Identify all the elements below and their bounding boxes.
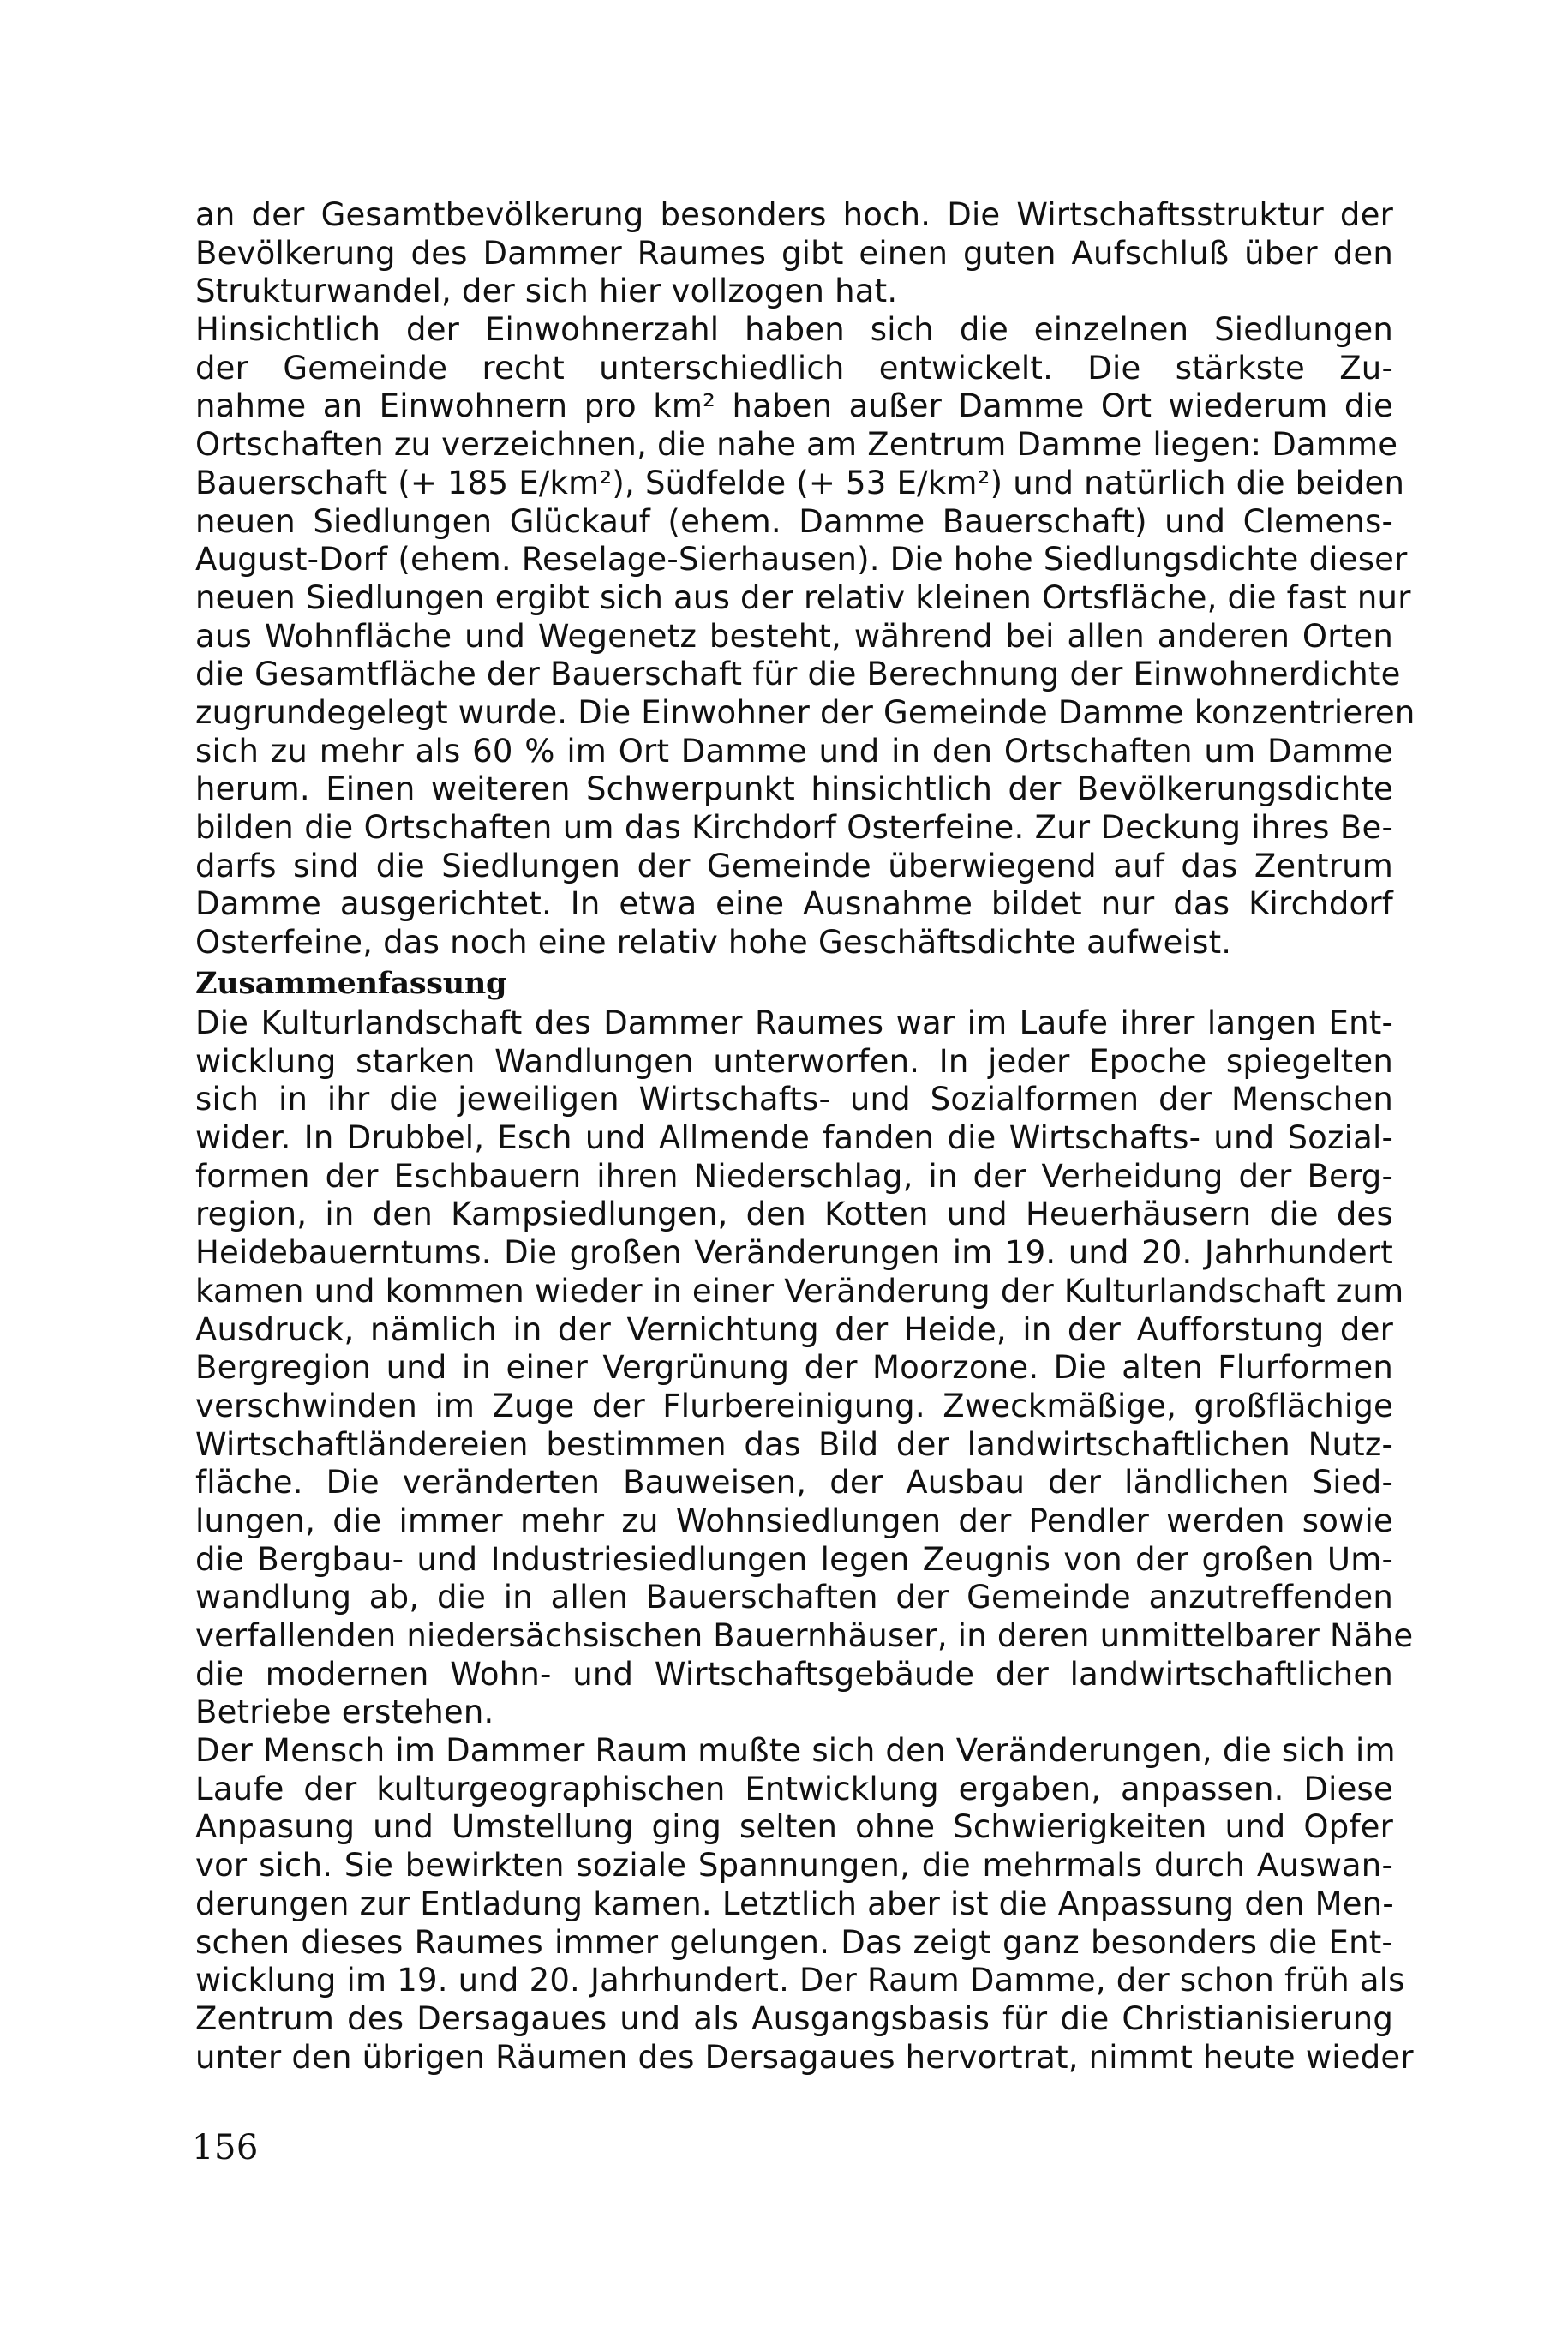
text-line: Hinsichtlich der Einwohnerzahl haben sich die einzelnen Siedlungen — [195, 311, 1393, 349]
text-line: August-Dorf (ehem. Reselage-Sierhausen). Die hohe Siedlungsdichte dieser — [195, 541, 1408, 579]
body-paragraph-population-structure — [195, 196, 1415, 962]
text-line: Ortschaften zu verzeichnen, die nahe am Zentrum Damme liegen: Damme — [195, 426, 1398, 464]
text-line: herum. Einen weiteren Schwerpunkt hinsichtlich der Bevölkerungsdichte — [195, 770, 1393, 808]
text-line: vor sich. Sie bewirkten soziale Spannungen, die mehrmals durch Auswan- — [195, 1847, 1393, 1885]
text-line: Bauerschaft (+ 185 E/km²), Südfelde (+ 53 E/km²) und natürlich die beiden — [195, 464, 1405, 501]
text-line: die Gesamtfläche der Bauerschaft für die Berechnung der Einwohnerdichte — [195, 656, 1401, 693]
text-line: schen dieses Raumes immer gelungen. Das zeigt ganz besonders die Ent- — [195, 1923, 1393, 1961]
text-line: Der Mensch im Dammer Raum mußte sich den Veränderungen, die sich im — [195, 1732, 1396, 1770]
text-line: lungen, die immer mehr zu Wohnsiedlungen der Pendler werden sowie — [195, 1502, 1393, 1539]
text-line: Heidebauerntums. Die großen Veränderungen im 19. und 20. Jahrhundert — [195, 1234, 1393, 1272]
text-line: darfs sind die Siedlungen der Gemeinde überwiegend auf das Zentrum — [195, 847, 1393, 884]
text-line: Bergregion und in einer Vergrünung der Moorzone. Die alten Flurformen — [195, 1349, 1393, 1387]
text-line: die Bergbau- und Industriesiedlungen legen Zeugnis von der großen Um- — [195, 1540, 1393, 1578]
body-paragraph-summary — [195, 1004, 1414, 2077]
text-line: an der Gesamtbevölkerung besonders hoch. Die Wirtschaftsstruktur der — [195, 196, 1393, 233]
text-line: sich in ihr die jeweiligen Wirtschafts- und Sozialformen der Menschen — [195, 1081, 1393, 1118]
text-line: Betriebe erstehen. — [195, 1694, 494, 1731]
text-line: bilden die Ortschaften um das Kirchdorf Osterfeine. Zur Deckung ihres Be- — [195, 809, 1393, 846]
text-line: der Gemeinde recht unterschiedlich entwickelt. Die stärkste Zu- — [195, 349, 1393, 387]
text-line: die modernen Wohn- und Wirtschaftsgebäude der landwirtschaftlichen — [195, 1655, 1393, 1693]
text-line: Zentrum des Dersagaues und als Ausgangsbasis für die Christianisierung — [195, 1999, 1393, 2037]
text-line: zugrundegelegt wurde. Die Einwohner der Gemeinde Damme konzentrieren — [195, 693, 1415, 731]
text-line: formen der Eschbauern ihren Niederschlag, in der Verheidung der Berg- — [195, 1157, 1393, 1195]
text-line: neuen Siedlungen Glückauf (ehem. Damme Bauerschaft) und Clemens- — [195, 502, 1393, 540]
text-line: Bevölkerung des Dammer Raumes gibt einen guten Aufschluß über den — [195, 234, 1393, 272]
text-line: region, in den Kampsiedlungen, den Kotten und Heuerhäusern die des — [195, 1196, 1393, 1233]
text-line: verschwinden im Zuge der Flurbereinigung. Zweckmäßige, großflächige — [195, 1387, 1393, 1424]
text-line: Ausdruck, nämlich in der Vernichtung der Heide, in der Aufforstung der — [195, 1310, 1393, 1348]
text-line: wandlung ab, die in allen Bauerschaften der Gemeinde anzutreffenden — [195, 1579, 1393, 1616]
text-line: wicklung starken Wandlungen unterworfen. In jeder Epoche spiegelten — [195, 1042, 1393, 1080]
text-line: aus Wohnfläche und Wegenetz besteht, während bei allen anderen Orten — [195, 617, 1393, 655]
text-line: Anpasung und Umstellung ging selten ohne Schwierigkeiten und Opfer — [195, 1808, 1393, 1846]
text-line: nahme an Einwohnern pro km² haben außer Damme Ort wiederum die — [195, 387, 1393, 425]
text-line: Wirtschaftländereien bestimmen das Bild der landwirtschaftlichen Nutz- — [195, 1425, 1393, 1463]
section-heading: Zusammenfassung — [195, 966, 507, 1001]
text-line: Die Kulturlandschaft des Dammer Raumes war im Laufe ihrer langen Ent- — [195, 1004, 1393, 1041]
text-line: wider. In Drubbel, Esch und Allmende fanden die Wirtschafts- und Sozial- — [195, 1119, 1393, 1157]
text-line: Laufe der kulturgeographischen Entwicklung ergaben, anpassen. Diese — [195, 1770, 1393, 1807]
text-line: fläche. Die veränderten Bauweisen, der Ausbau der ländlichen Sied- — [195, 1464, 1393, 1502]
text-line: verfallenden niedersächsischen Bauernhäuser, in deren unmittelbarer Nähe — [195, 1617, 1414, 1654]
text-line: sich zu mehr als 60 % im Ort Damme und in den Ortschaften um Damme — [195, 732, 1393, 770]
text-line: kamen und kommen wieder in einer Veränderung der Kulturlandschaft zum — [195, 1272, 1404, 1310]
text-line: unter den übrigen Räumen des Dersagaues hervortrat, nimmt heute wieder — [195, 2038, 1414, 2076]
text-line: neuen Siedlungen ergibt sich aus der relativ kleinen Ortsfläche, die fast nur — [195, 579, 1411, 616]
text-line: derungen zur Entladung kamen. Letztlich aber ist die Anpassung den Men- — [195, 1885, 1394, 1922]
text-line: wicklung im 19. und 20. Jahrhundert. Der Raum Damme, der schon früh als — [195, 1962, 1405, 1999]
text-line: Strukturwandel, der sich hier vollzogen hat. — [195, 273, 898, 310]
text-line: Osterfeine, das noch eine relativ hohe Geschäftsdichte aufweist. — [195, 924, 1232, 962]
text-line: Damme ausgerichtet. In etwa eine Ausnahme bildet nur das Kirchdorf — [195, 885, 1393, 923]
page-number: 156 — [192, 2128, 259, 2167]
